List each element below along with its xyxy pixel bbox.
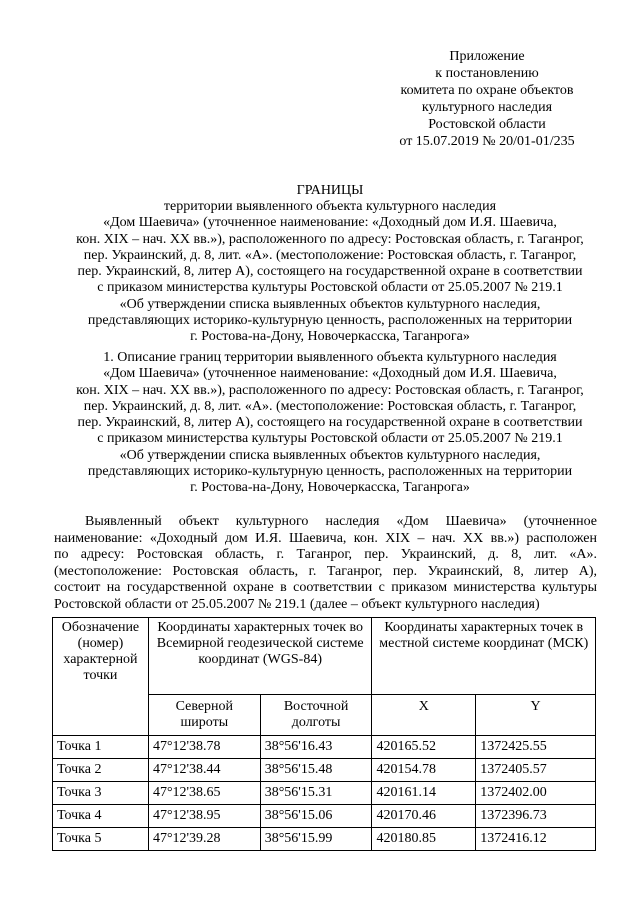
cell-x: 420180.85 xyxy=(372,828,476,851)
table-row xyxy=(53,736,596,759)
title-line: «Дом Шаевича» (уточненное наименование: «Доходный дом И.Я. Шаевича, xyxy=(103,215,557,231)
title-line: г. Ростова-на-Дону, Новочеркасска, Таганрога» xyxy=(190,329,470,345)
cell-lat: 47°12'38.78 xyxy=(148,736,260,759)
section-line: «Дом Шаевича» (уточненное наименование: «Доходный дом И.Я. Шаевича, xyxy=(103,366,557,382)
cell-point: Точка 3 xyxy=(53,782,149,805)
table-row xyxy=(53,782,596,805)
title-line: пер. Украинский, 8, литер А), состоящего на государственной охране в соответствии xyxy=(77,264,583,280)
title-line: кон. XIX – нач. XX вв.»), расположенного по адресу: Ростовская область, г. Таганрог, xyxy=(76,231,584,247)
title-line: пер. Украинский, д. 8, лит. «А». (местоположение: Ростовская область, г. Таганрог, xyxy=(83,247,577,263)
section-line: пер. Украинский, 8, литер А), состоящего на государственной охране в соответствии xyxy=(77,415,583,431)
section-line: кон. XIX – нач. XX вв.»), расположенного по адресу: Ростовская область, г. Таганрог, xyxy=(76,382,584,398)
cell-lat: 47°12'39.28 xyxy=(148,828,260,851)
section-line: 1. Описание границ территории выявленного объекта культурного наследия xyxy=(103,350,557,365)
cell-x: 420165.52 xyxy=(372,736,476,759)
section-line: представляющих историко-культурную ценность, расположенных на территории xyxy=(87,464,573,480)
appendix-line: Приложение xyxy=(449,49,525,64)
section-line: пер. Украинский, д. 8, лит. «А». (местоположение: Ростовская область, г. Таганрог, xyxy=(83,398,577,414)
cell-y: 1372405.57 xyxy=(476,759,596,782)
appendix-line: культурного наследия xyxy=(421,100,553,115)
cell-point: Точка 1 xyxy=(53,736,149,759)
title-block xyxy=(40,199,620,346)
section-line: «Об утверждении списка выявленных объектов культурного наследия, xyxy=(119,447,541,463)
section-line: с приказом министерства культуры Ростовской области от 25.05.2007 № 219.1 xyxy=(97,431,563,447)
cell-lon: 38°56'16.43 xyxy=(260,736,372,759)
title-line: представляющих историко-культурную ценность, расположенных на территории xyxy=(87,313,573,329)
cell-y: 1372416.12 xyxy=(476,828,596,851)
cell-x: 420154.78 xyxy=(372,759,476,782)
cell-x: 420170.46 xyxy=(372,805,476,828)
cell-x: 420161.14 xyxy=(372,782,476,805)
cell-y: 1372425.55 xyxy=(476,736,596,759)
cell-lat: 47°12'38.65 xyxy=(148,782,260,805)
header-y: Y xyxy=(476,695,596,736)
cell-y: 1372396.73 xyxy=(476,805,596,828)
cell-lon: 38°56'15.31 xyxy=(260,782,372,805)
body-line: состоит на государственной охране в соответствии с приказом министерства культуры xyxy=(54,580,597,596)
appendix-line: комитета по охране объектов xyxy=(400,83,574,98)
body-line: (местоположение: Ростовская область, г. Таганрог, пер. Украинский, 8, литер А), xyxy=(54,563,597,579)
body-paragraph xyxy=(54,514,597,614)
table-row xyxy=(53,759,596,782)
cell-point: Точка 5 xyxy=(53,828,149,851)
appendix-line: Ростовской области xyxy=(428,117,546,132)
cell-lon: 38°56'15.06 xyxy=(260,805,372,828)
cell-lat: 47°12'38.95 xyxy=(148,805,260,828)
header-x: X xyxy=(372,695,476,736)
appendix-block xyxy=(380,48,594,150)
title-line: «Об утверждении списка выявленных объектов культурного наследия, xyxy=(119,296,541,312)
body-line: наименование: «Доходный дом И.Я. Шаевича, кон. XIX – нач. XX вв.») расположен xyxy=(54,530,597,546)
cell-lon: 38°56'15.99 xyxy=(260,828,372,851)
table-row xyxy=(53,828,596,851)
body-line: Выявленный объект культурного наследия «Дом Шаевича» (уточненное xyxy=(85,514,597,529)
cell-lon: 38°56'15.48 xyxy=(260,759,372,782)
cell-point: Точка 4 xyxy=(53,805,149,828)
coordinates-table xyxy=(52,617,596,851)
section-line: г. Ростова-на-Дону, Новочеркасска, Таганрога» xyxy=(190,480,470,496)
header-lat: Северной широты xyxy=(148,695,260,736)
document-heading: ГРАНИЦЫ xyxy=(296,183,364,198)
section-1-description xyxy=(40,350,620,497)
table-row xyxy=(53,805,596,828)
body-line: по адресу: Ростовская область, г. Таганрог, пер. Украинский, д. 8, лит. «А». xyxy=(54,547,597,563)
cell-lat: 47°12'38.44 xyxy=(148,759,260,782)
body-line: Ростовской области от 25.05.2007 № 219.1 (далее – объект культурного наследия) xyxy=(54,596,540,612)
header-wgs: Координаты характерных точек во Всемирной геодезической системе координат (WGS-84) xyxy=(148,618,372,695)
appendix-line: от 15.07.2019 № 20/01-01/235 xyxy=(399,134,575,149)
cell-point: Точка 2 xyxy=(53,759,149,782)
header-msk: Координаты характерных точек в местной системе координат (МСК) xyxy=(372,618,596,695)
title-line: территории выявленного объекта культурного наследия xyxy=(163,199,497,214)
cell-y: 1372402.00 xyxy=(476,782,596,805)
title-line: с приказом министерства культуры Ростовской области от 25.05.2007 № 219.1 xyxy=(97,280,563,296)
header-lon: Восточной долготы xyxy=(260,695,372,736)
header-point: Обозначение (номер) характерной точки xyxy=(53,618,149,736)
table-header-row xyxy=(53,618,596,695)
appendix-line: к постановлению xyxy=(435,66,539,81)
